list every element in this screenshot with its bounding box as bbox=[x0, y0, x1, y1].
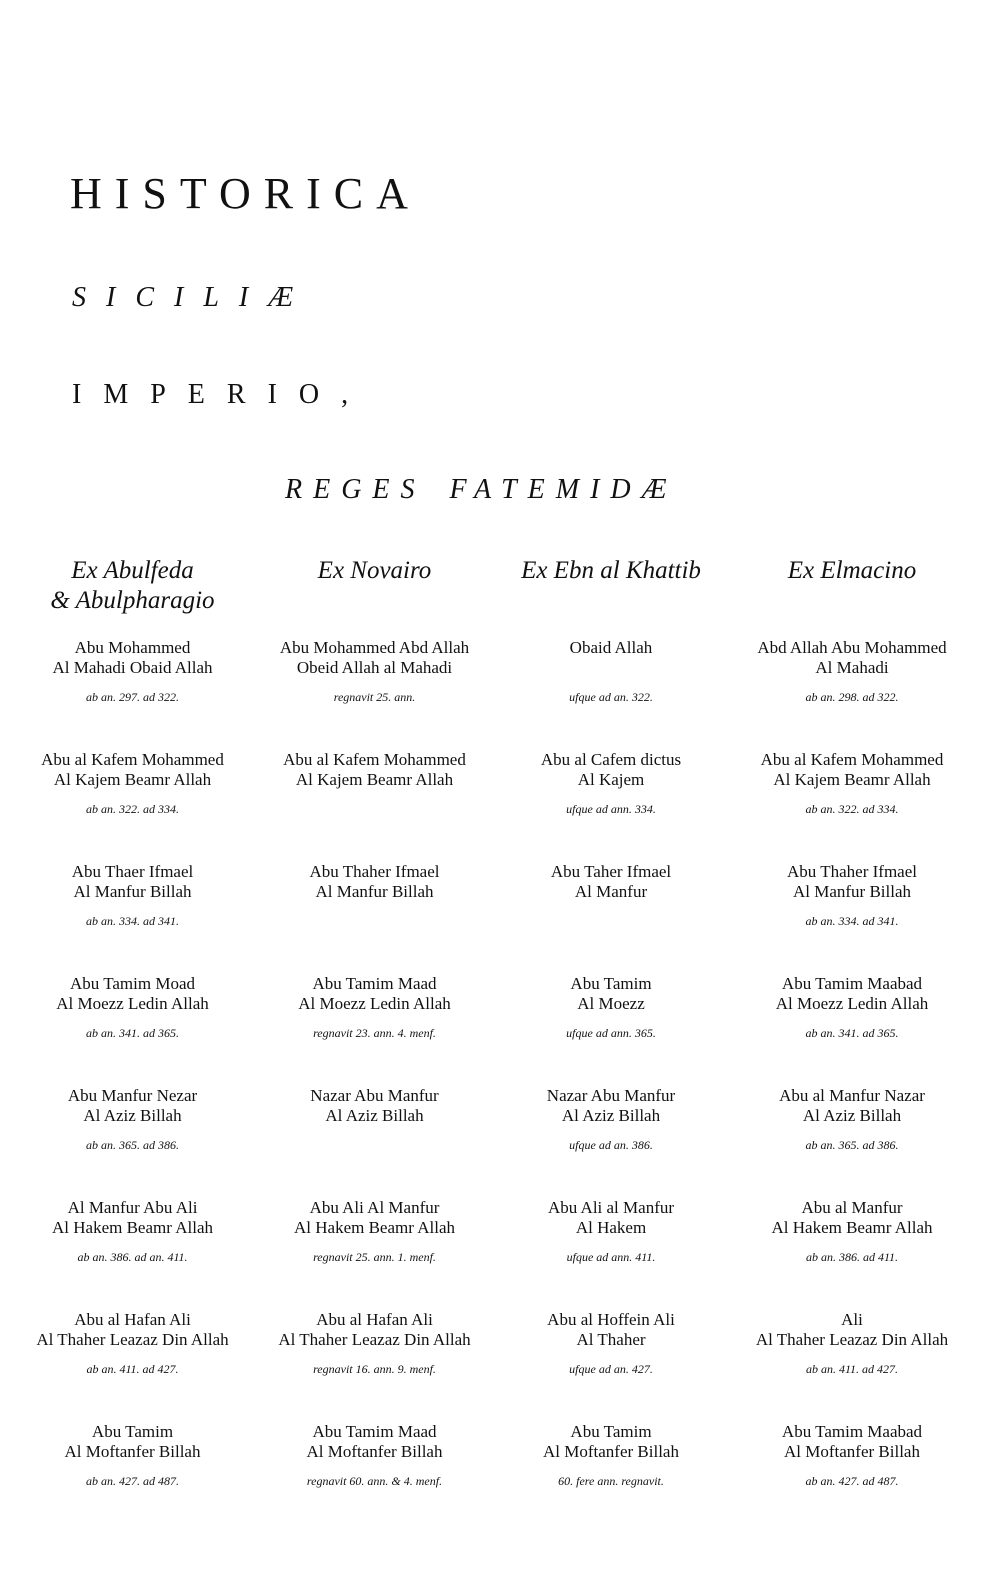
column-heading-line: Ex Novairo bbox=[317, 557, 432, 584]
reign-dates: regnavit 25. ann. bbox=[333, 690, 416, 704]
ruler-name: Abu Ali Al Manfur bbox=[309, 1198, 440, 1217]
ruler-name: Abu al Kafem Mohammed bbox=[41, 750, 224, 769]
ruler-title: Al Thaher bbox=[576, 1330, 646, 1349]
column-novairo bbox=[252, 556, 497, 1488]
reign-dates: ab an. 322. ad 334. bbox=[805, 802, 899, 816]
reign-dates: ufque ad ann. 411. bbox=[566, 1250, 656, 1264]
ruler-title: Al Moftanfer Billah bbox=[64, 1442, 201, 1461]
ruler-title: Al Hakem Beamr Allah bbox=[52, 1218, 213, 1237]
column-heading-line: Ex Abulfeda bbox=[71, 557, 194, 584]
ruler-title: Al Kajem Beamr Allah bbox=[295, 770, 454, 789]
ruler-title: Al Kajem Beamr Allah bbox=[773, 770, 931, 789]
ruler-name: Abu al Manfur bbox=[801, 1198, 903, 1217]
reign-dates: ab an. 386. ad 411. bbox=[805, 1250, 899, 1264]
reign-dates: ab an. 365. ad 386. bbox=[805, 1138, 899, 1152]
reign-dates: ab an. 322. ad 334. bbox=[86, 802, 179, 816]
reign-dates: ufque ad an. 322. bbox=[569, 690, 653, 704]
column-elmacino bbox=[738, 556, 966, 1488]
ruler-entry bbox=[15, 1422, 250, 1534]
ruler-title: Al Kajem bbox=[577, 770, 645, 789]
ruler-name: Abu Tamim Maad bbox=[312, 1422, 437, 1441]
ruler-entry bbox=[252, 1422, 497, 1534]
ruler-entry bbox=[15, 1086, 250, 1198]
reign-dates: ab an. 341. ad 365. bbox=[805, 1026, 899, 1040]
ruler-title: Obeid Allah al Mahadi bbox=[296, 658, 453, 677]
column-heading bbox=[738, 556, 966, 618]
ruler-title: Al Moezz Ledin Allah bbox=[775, 994, 929, 1013]
ruler-title: Al Aziz Billah bbox=[325, 1106, 424, 1125]
ruler-name: Abu Thaher Ifmael bbox=[787, 862, 917, 881]
reign-dates: ab an. 334. ad 341. bbox=[86, 914, 179, 928]
ruler-title: Al Thaher Leazaz Din Allah bbox=[36, 1330, 229, 1349]
ruler-name: Abu Ali al Manfur bbox=[547, 1198, 675, 1217]
reign-dates: ab an. 341. ad 365. bbox=[86, 1026, 179, 1040]
ruler-name: Abu Tamim bbox=[570, 1422, 652, 1441]
ruler-entry bbox=[15, 750, 250, 862]
ruler-title: Al Mahadi bbox=[815, 658, 889, 677]
page-title: HISTORICA bbox=[70, 169, 421, 218]
ruler-entry bbox=[500, 750, 722, 862]
ruler-entry bbox=[500, 974, 722, 1086]
reign-dates: ab an. 297. ad 322. bbox=[86, 690, 179, 704]
column-ebn-al-khattib bbox=[500, 556, 722, 1488]
ruler-name: Obaid Allah bbox=[569, 638, 653, 657]
ruler-name: Abu Mohammed Abd Allah bbox=[279, 638, 470, 657]
ruler-title: Al Kajem Beamr Allah bbox=[53, 770, 212, 789]
ruler-entry bbox=[15, 862, 250, 974]
ruler-entry bbox=[500, 1310, 722, 1422]
reign-dates: 60. fere ann. regnavit. bbox=[558, 1474, 664, 1488]
section-title-word-2: FATEMIDÆ bbox=[449, 474, 678, 505]
reign-dates: ab an. 411. ad 427. bbox=[86, 1362, 179, 1376]
ruler-entry bbox=[252, 1198, 497, 1310]
ruler-title: Al Aziz Billah bbox=[561, 1106, 661, 1125]
ruler-name: Abu Mohammed bbox=[74, 638, 191, 657]
ruler-name: Abu al Hafan Ali bbox=[316, 1310, 433, 1329]
ruler-entry bbox=[252, 974, 497, 1086]
ruler-entry bbox=[15, 1310, 250, 1422]
ruler-title: Al Moftanfer Billah bbox=[784, 1442, 920, 1461]
ruler-entry bbox=[500, 1086, 722, 1198]
ruler-entry bbox=[738, 974, 966, 1086]
ruler-title: Al Manfur bbox=[574, 882, 648, 901]
ruler-entry bbox=[252, 638, 497, 750]
ruler-name: Abu al Manfur Nazar bbox=[779, 1086, 925, 1105]
reign-dates: ufque ad an. 427. bbox=[569, 1362, 653, 1376]
ruler-entry bbox=[500, 1198, 722, 1310]
ruler-entry bbox=[738, 1422, 966, 1534]
ruler-title: Al Moezz Ledin Allah bbox=[298, 994, 451, 1013]
reign-dates: regnavit 25. ann. 1. menf. bbox=[313, 1250, 436, 1264]
ruler-name: Abu al Kafem Mohammed bbox=[283, 750, 466, 769]
ruler-title: Al Manfur Billah bbox=[315, 882, 434, 901]
ruler-name: Abu Thaer Ifmael bbox=[71, 862, 194, 881]
column-heading bbox=[15, 556, 250, 618]
reign-dates: ufque ad an. 386. bbox=[569, 1138, 653, 1152]
ruler-title: Al Moftanfer Billah bbox=[306, 1442, 443, 1461]
column-heading-line: Ex Ebn al Khattib bbox=[521, 557, 701, 584]
ruler-title: Al Aziz Billah bbox=[802, 1106, 902, 1125]
reign-dates: regnavit 60. ann. & 4. menf. bbox=[306, 1474, 443, 1488]
reign-dates: ab an. 334. ad 341. bbox=[805, 914, 899, 928]
ruler-title: Al Moftanfer Billah bbox=[543, 1442, 679, 1461]
ruler-name: Abu Taher Ifmael bbox=[550, 862, 672, 881]
ruler-name: Abu Tamim bbox=[570, 974, 652, 993]
ruler-title: Al Mahadi Obaid Allah bbox=[52, 658, 213, 677]
ruler-entry bbox=[252, 750, 497, 862]
ruler-name: Abu Tamim Maad bbox=[312, 974, 437, 993]
ruler-title: Al Moezz bbox=[577, 994, 645, 1013]
ruler-entry bbox=[738, 638, 966, 750]
ruler-title: Al Hakem Beamr Allah bbox=[294, 1218, 455, 1237]
section-title bbox=[285, 476, 678, 504]
ruler-name: Al Manfur Abu Ali bbox=[67, 1198, 198, 1217]
reign-dates: ufque ad ann. 334. bbox=[566, 802, 656, 816]
page-subtitle: SICILIÆ bbox=[72, 282, 314, 313]
ruler-name: Abd Allah Abu Mohammed bbox=[757, 638, 947, 657]
ruler-entry bbox=[738, 750, 966, 862]
ruler-name: Abu Manfur Nezar bbox=[67, 1086, 198, 1105]
ruler-entry bbox=[738, 1198, 966, 1310]
ruler-entry bbox=[252, 1310, 497, 1422]
ruler-entry bbox=[252, 862, 497, 974]
ruler-name: Abu Tamim bbox=[91, 1422, 174, 1441]
ruler-title: Al Thaher Leazaz Din Allah bbox=[278, 1330, 471, 1349]
ruler-entry bbox=[252, 1086, 497, 1198]
ruler-entry bbox=[500, 1422, 722, 1534]
ruler-title: Al Manfur Billah bbox=[73, 882, 192, 901]
ruler-entry bbox=[738, 1086, 966, 1198]
column-abulfeda bbox=[15, 556, 250, 1488]
ruler-name: Abu al Cafem dictus bbox=[540, 750, 682, 769]
reign-dates: regnavit 16. ann. 9. menf. bbox=[313, 1362, 436, 1376]
reign-dates: ab an. 298. ad 322. bbox=[805, 690, 899, 704]
ruler-title: Al Aziz Billah bbox=[83, 1106, 182, 1125]
reign-dates: ab an. 386. ad an. 411. bbox=[77, 1250, 188, 1264]
ruler-name: Abu al Hoffein Ali bbox=[547, 1310, 675, 1329]
ruler-name: Abu Tamim Moad bbox=[69, 974, 196, 993]
column-heading-line: Ex Elmacino bbox=[787, 557, 917, 584]
ruler-name: Abu Tamim Maabad bbox=[781, 974, 923, 993]
ruler-entry bbox=[738, 862, 966, 974]
reign-dates: ab an. 427. ad 487. bbox=[86, 1474, 179, 1488]
reign-dates: regnavit 23. ann. 4. menf. bbox=[313, 1026, 436, 1040]
ruler-name: Nazar Abu Manfur bbox=[310, 1086, 439, 1105]
reign-dates: ab an. 427. ad 487. bbox=[805, 1474, 899, 1488]
reign-dates: ufque ad ann. 365. bbox=[566, 1026, 656, 1040]
ruler-name: Nazar Abu Manfur bbox=[546, 1086, 676, 1105]
ruler-entry bbox=[738, 1310, 966, 1422]
ruler-name: Abu al Hafan Ali bbox=[74, 1310, 191, 1329]
ruler-entry bbox=[15, 638, 250, 750]
ruler-entry bbox=[500, 862, 722, 974]
column-heading bbox=[252, 556, 497, 618]
ruler-entry bbox=[15, 974, 250, 1086]
ruler-title: Al Hakem bbox=[575, 1218, 647, 1237]
reign-dates: ab an. 365. ad 386. bbox=[86, 1138, 179, 1152]
reign-dates: ab an. 411. ad 427. bbox=[805, 1362, 899, 1376]
ruler-title: Al Thaher Leazaz Din Allah bbox=[755, 1330, 949, 1349]
ruler-name: Abu Thaher Ifmael bbox=[309, 862, 440, 881]
ruler-entry bbox=[15, 1198, 250, 1310]
ruler-title: Al Hakem Beamr Allah bbox=[771, 1218, 933, 1237]
page-subtitle-imperio: IMPERIO, bbox=[72, 379, 371, 410]
section-title-word-1: REGES bbox=[285, 474, 426, 505]
ruler-name: Abu Tamim Maabad bbox=[781, 1422, 923, 1441]
ruler-title: Al Moezz Ledin Allah bbox=[56, 994, 209, 1013]
ruler-name: Abu al Kafem Mohammed bbox=[760, 750, 944, 769]
ruler-name: Ali bbox=[841, 1310, 863, 1329]
ruler-entry bbox=[500, 638, 722, 750]
column-heading-line: & Abulpharagio bbox=[50, 587, 215, 614]
ruler-title: Al Manfur Billah bbox=[792, 882, 912, 901]
column-heading bbox=[500, 556, 722, 618]
